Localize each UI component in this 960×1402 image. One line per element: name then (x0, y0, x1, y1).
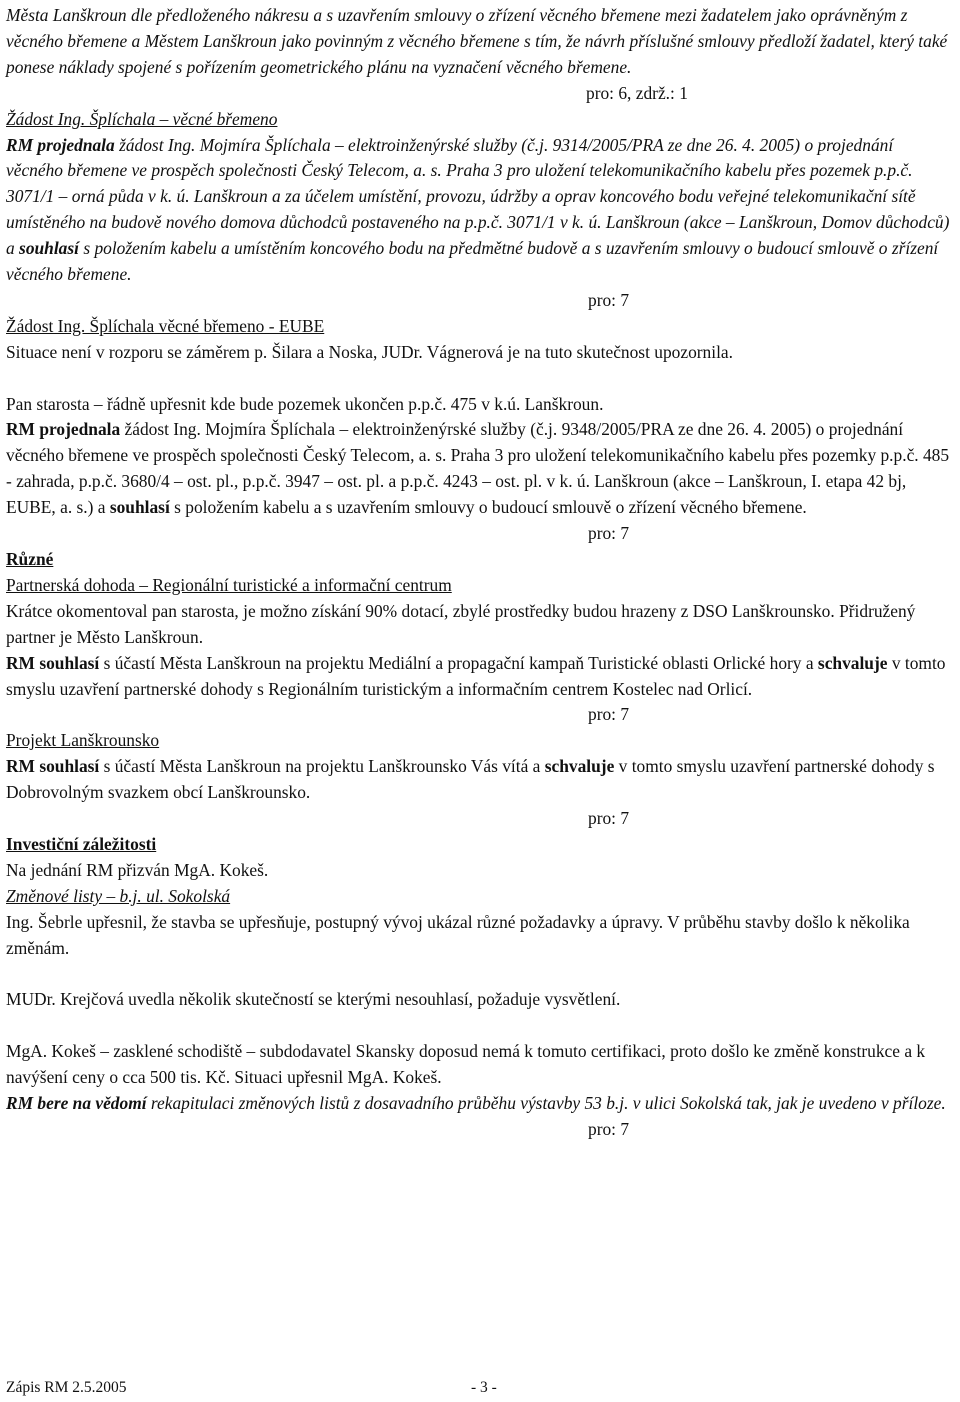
discussion-paragraph: Ing. Šebrle upřesnil, že stavba se upřesňuje, postupný vývoj ukázal různé požadavky a úpravy. V průběhu stavby došlo k několika změnám. (6, 911, 910, 958)
discussion-paragraph: MUDr. Krejčová uvedla několik skutečností se kterými nesouhlasí, požaduje vysvětlení. (6, 989, 621, 1010)
resolution-text-end: s položením kabelu a umístěním koncového bodu na předmětné budově a s uzavřením smlouvy o budoucí smlouvě o zřízení věcného břemene. (6, 238, 939, 285)
resolution-paragraph (6, 417, 954, 521)
discussion-line: Situace není v rozporu se záměrem p. Šilara a Noska, JUDr. Vágnerová je na tuto skutečnost upozornila. (6, 341, 733, 362)
section-heading: Žádost Ing. Šplíchala – věcné břemeno (6, 108, 278, 129)
resolution-text-end: v tomto smyslu uzavření partnerské dohody s Regionálním turistickým a informačním centrem Kostelec nad Orlicí. (6, 652, 946, 699)
section-heading: Žádost Ing. Šplíchala věcné břemeno - EUBE (6, 315, 325, 336)
vote-result: pro: 7 (588, 523, 630, 544)
discussion-line: Pan starosta – řádně upřesnit kde bude pozemek ukončen p.p.č. 475 v k.ú. Lanškroun. (6, 393, 604, 414)
discussion-paragraph: Krátce okomentoval pan starosta, je možno získání 90% dotací, zbylé prostředky budou hrazeny z DSO Lanškrounsko. Přidružený partner je Město Lanškroun. (6, 600, 916, 647)
vote-result: pro: 6, zdrž.: 1 (586, 82, 688, 103)
resolution-verb: schvaluje (817, 652, 888, 673)
resolution-lead: RM souhlasí (6, 652, 100, 673)
resolution-text: s účastí Města Lanškroun na projektu Lanškrounsko Vás vítá a (99, 756, 545, 777)
resolution-text: rekapitulaci změnových listů z dosavadního průběhu výstavby 53 b.j. v ulici Sokolská tak, jak je uvedeno v příloze. (146, 1093, 946, 1114)
resolution-lead: RM souhlasí (6, 756, 100, 777)
resolution-paragraph (6, 133, 954, 288)
vote-result: pro: 7 (588, 808, 630, 829)
document-page (6, 3, 954, 1143)
resolution-text: s účastí Města Lanškroun na projektu Mediální a propagační kampaň Turistické oblasti Orlické hory a (99, 652, 818, 673)
subsection-heading: Partnerská dohoda – Regionální turistické a informační centrum (6, 574, 452, 595)
section-heading: Investiční záležitosti (6, 833, 157, 854)
resolution-verb: schvaluje (544, 756, 615, 777)
resolution-text: žádost Ing. Mojmíra Šplíchala – elektroinženýrské služby (č.j. 9348/2005/PRA ze dne 26. 4. 2005) o projednání věcného břemene ve prospěch společnosti Český Telecom, a. s. Praha 3 pro uložení telekomunikačního kabelu přes pozemky p.p.č. 485 - zahrada, p.p.č. 3680/4 – ost. pl., p.p.č. 3947 – ost. pl. a p.p.č. 4243 – ost. pl. v k. ú. Lanškroun (akce – Lanškroun, I. etapa 42 bj, EUBE, a. s.) a (6, 419, 950, 518)
section-heading: Různé (6, 549, 54, 570)
resolution-paragraph (6, 1091, 954, 1117)
resolution-verb: souhlasí (109, 497, 170, 518)
resolution-paragraph (6, 754, 954, 806)
resolution-paragraph (6, 651, 954, 703)
resolution-lead: RM projednala (6, 134, 115, 155)
resolution-text: žádost Ing. Mojmíra Šplíchala – elektroinženýrské služby (č.j. 9314/2005/PRA ze dne 26. 4. 2005) o projednání věcného břemene ve prospěch společnosti Český Telecom, a. s. Praha 3 pro uložení telekomunikačního kabelu přes pozemek p.p.č. 3071/1 – orná půda v k. ú. Lanškroun a za účelem umístění, provozu, údržby a oprav koncového bodu veřejné telekomunikační sítě umístěného na budově nového domova důchodců postaveného na p.p.č. 3071/1 v k. ú. Lanškroun (akce – Lanškroun, Domov důchodců) a (6, 134, 950, 259)
footer-document-name: Zápis RM 2.5.2005 (6, 1379, 127, 1396)
vote-result: pro: 7 (588, 1118, 630, 1139)
resolution-lead: RM projednala (6, 419, 121, 440)
vote-result: pro: 7 (588, 704, 630, 725)
vote-result: pro: 7 (588, 289, 630, 310)
resolution-text-end: v tomto smyslu uzavření partnerské dohody s Dobrovolným svazkem obcí Lanškrounsko. (6, 756, 935, 803)
paragraph-continuation: Města Lanškroun dle předloženého nákresu a s uzavřením smlouvy o zřízení věcného břemene mezi žadatelem jako oprávněným z věcného břemene a Městem Lanškroun jako povinným z věcného břemene s tím, že návrh příslušné smlouvy předloží žadatel, který také ponese náklady spojené s pořízením geometrického plánu na vyznačení věcného břemene. (6, 5, 948, 77)
resolution-text-end: s položením kabelu a s uzavřením smlouvy o budoucí smlouvě o zřízení věcného břemene. (169, 497, 807, 518)
page-footer (6, 1379, 954, 1397)
subsection-heading: Změnové listy – b.j. ul. Sokolská (6, 885, 231, 906)
resolution-verb: souhlasí (19, 238, 79, 259)
resolution-lead: RM bere na vědomí (6, 1093, 147, 1114)
page-number: - 3 - (471, 1379, 497, 1396)
discussion-paragraph: MgA. Kokeš – zasklené schodiště – subdodavatel Skansky doposud nemá k tomuto certifikaci, proto došlo ke změně konstrukce a k navýšení ceny o cca 500 tis. Kč. Situaci upřesnil MgA. Kokeš. (6, 1041, 926, 1088)
subsection-heading: Projekt Lanškrounsko (6, 730, 160, 751)
discussion-line: Na jednání RM přizván MgA. Kokeš. (6, 859, 269, 880)
